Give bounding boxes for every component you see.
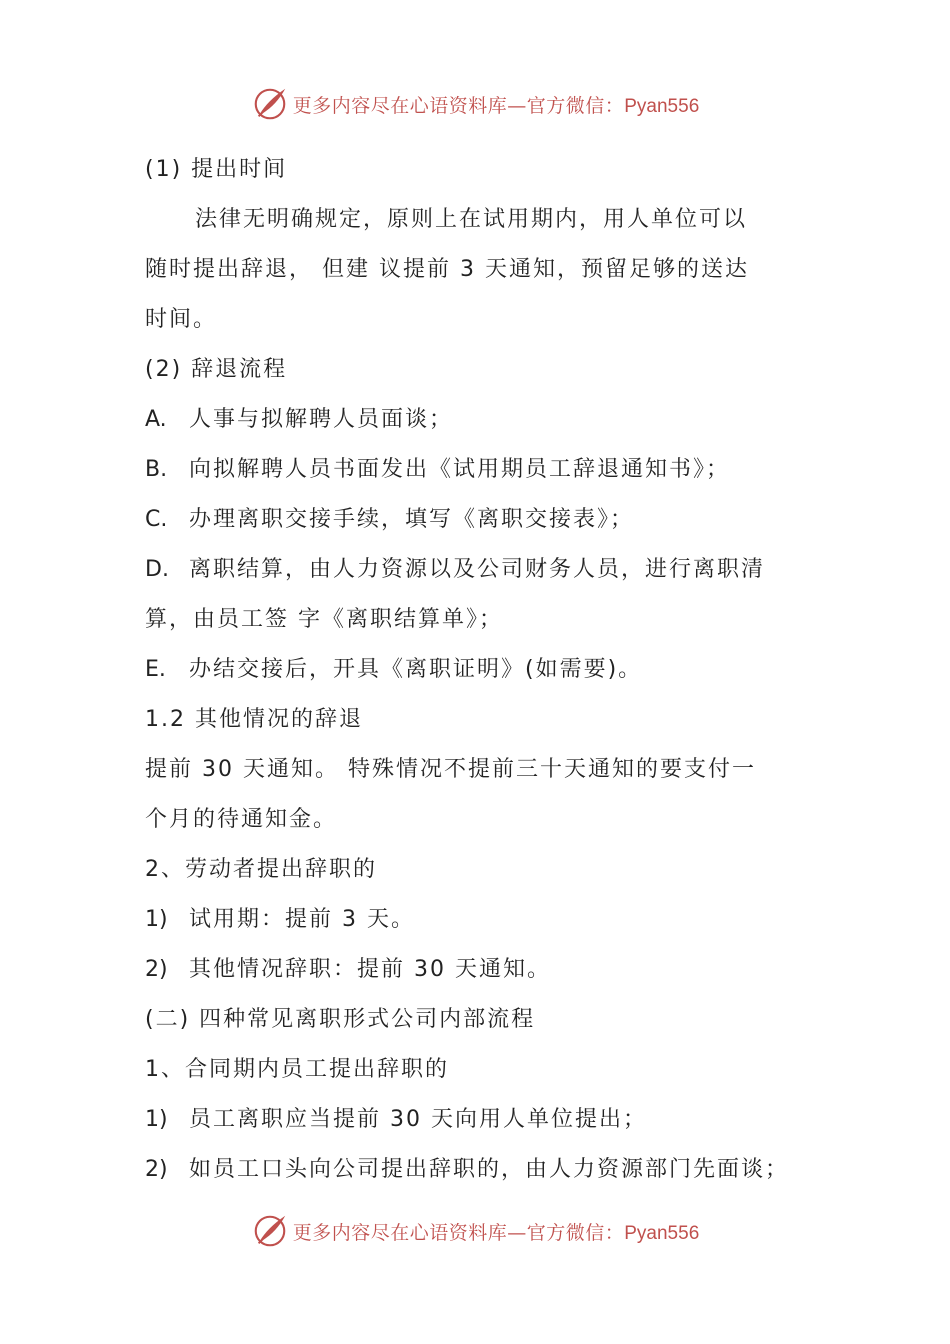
line-text: 算，由员工签 字《离职结算单》； [145, 607, 503, 632]
line-text: 离职结算，由人力资源以及公司财务人员，进行离职清 [189, 557, 766, 582]
line-text: 向拟解聘人员书面发出《试用期员工辞退通知书》； [189, 457, 731, 482]
line-text: 2、劳动者提出辞职的 [145, 857, 377, 882]
text-line [145, 395, 825, 445]
line-text: 试用期：提前 3 天。 [189, 907, 415, 932]
feather-pen-logo-icon [251, 85, 289, 123]
text-line [145, 1095, 825, 1145]
footer-watermark [0, 1211, 950, 1251]
list-marker: 2) [145, 1157, 168, 1182]
text-line [145, 595, 825, 645]
line-text: 办结交接后，开具《离职证明》(如需要)。 [189, 657, 643, 682]
line-text: 提前 30 天通知。 特殊情况不提前三十天通知的要支付一 [145, 757, 756, 782]
list-marker: C. [145, 507, 168, 532]
line-text: (1) 提出时间 [145, 157, 288, 182]
line-text: (2) 辞退流程 [145, 357, 288, 382]
text-line [145, 445, 825, 495]
list-marker: D. [145, 557, 169, 582]
text-line [145, 845, 825, 895]
text-line [145, 795, 825, 845]
line-text: 办理离职交接手续，填写《离职交接表》； [189, 507, 635, 532]
text-line [145, 645, 825, 695]
line-text: 个月的待通知金。 [145, 807, 338, 832]
line-text: 人事与拟解聘人员面谈； [189, 407, 454, 432]
feather-pen-logo-icon [251, 1212, 289, 1250]
line-text: 其他情况辞职：提前 30 天通知。 [189, 957, 551, 982]
text-line [145, 345, 825, 395]
list-marker: 1) [145, 907, 168, 932]
watermark-text: 更多内容尽在心语资料库—官方微信：Pyan556 [292, 94, 700, 117]
line-text: 如员工口头向公司提出辞职的，由人力资源部门先面谈； [189, 1157, 790, 1182]
text-line [145, 995, 825, 1045]
list-marker: 1) [145, 1107, 168, 1132]
text-line [145, 945, 825, 995]
list-marker: A. [145, 407, 167, 432]
text-line [145, 1145, 825, 1195]
text-line [145, 695, 825, 745]
line-text: 时间。 [145, 307, 218, 332]
watermark-text: 更多内容尽在心语资料库—官方微信：Pyan556 [292, 1221, 700, 1244]
text-line [145, 295, 825, 345]
list-marker: 2) [145, 957, 168, 982]
line-text: 员工离职应当提前 30 天向用人单位提出； [189, 1107, 647, 1132]
list-marker: E. [145, 657, 166, 682]
text-line [145, 545, 825, 595]
line-text: 1.2 其他情况的辞退 [145, 707, 363, 732]
text-line [145, 145, 825, 195]
text-line [145, 495, 825, 545]
line-text: 1、合同期内员工提出辞职的 [145, 1057, 449, 1082]
text-line [145, 1045, 825, 1095]
line-text: 法律无明确规定，原则上在试用期内，用人单位可以 [195, 207, 748, 232]
text-line [145, 895, 825, 945]
line-text: 随时提出辞退， 但建 议提前 3 天通知，预留足够的送达 [145, 257, 749, 282]
header-watermark [0, 84, 950, 124]
text-line [145, 195, 825, 245]
text-line [145, 745, 825, 795]
line-text: (二) 四种常见离职形式公司内部流程 [145, 1007, 536, 1032]
document-body [145, 145, 825, 1195]
list-marker: B. [145, 457, 168, 482]
text-line [145, 245, 825, 295]
